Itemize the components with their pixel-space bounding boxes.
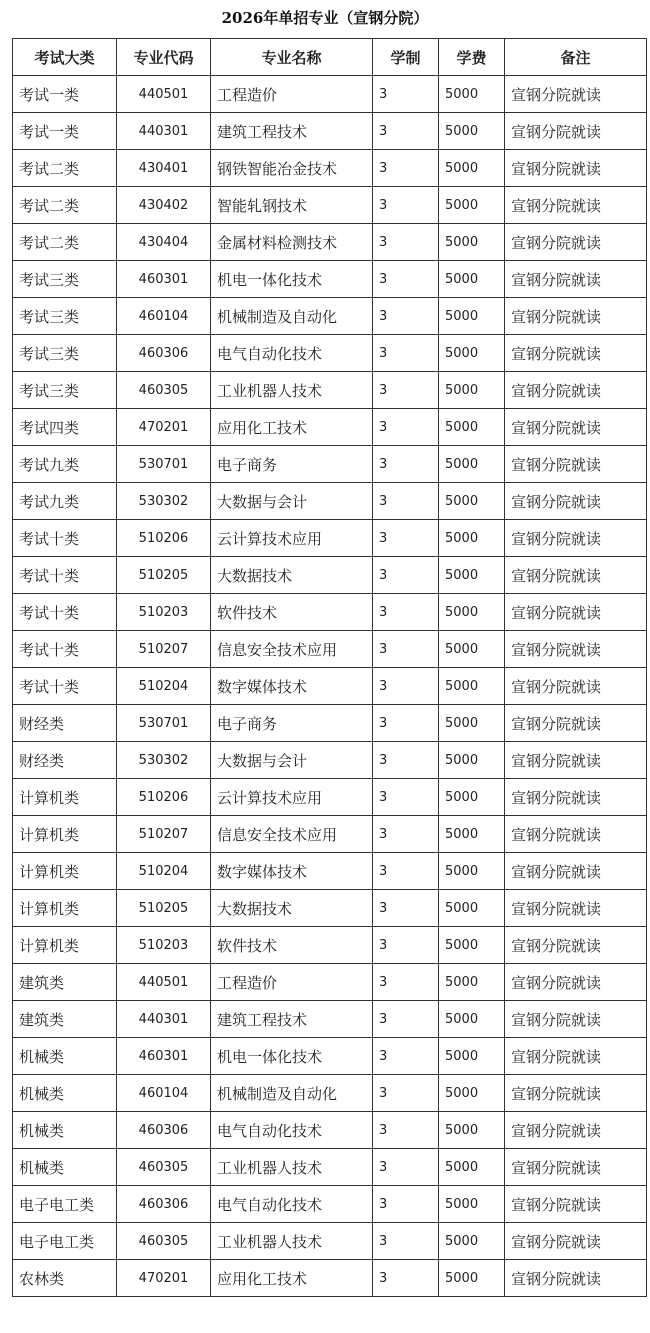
- exam-category-cell: 计算机类: [13, 927, 117, 964]
- major-code-cell: 470201: [117, 409, 211, 446]
- remarks-cell: 宣钢分院就读: [505, 150, 647, 187]
- exam-category-cell: 考试一类: [13, 76, 117, 113]
- major-name-cell: 建筑工程技术: [211, 113, 373, 150]
- major-code-cell: 430402: [117, 187, 211, 224]
- tuition-cell: 5000: [439, 483, 505, 520]
- major-code-cell: 460104: [117, 1075, 211, 1112]
- major-name-cell: 工业机器人技术: [211, 1149, 373, 1186]
- duration-cell: 3: [373, 742, 439, 779]
- major-code-cell: 510205: [117, 557, 211, 594]
- remarks-cell: 宣钢分院就读: [505, 113, 647, 150]
- remarks-cell: 宣钢分院就读: [505, 372, 647, 409]
- duration-cell: 3: [373, 150, 439, 187]
- duration-cell: 3: [373, 594, 439, 631]
- remarks-cell: 宣钢分院就读: [505, 1186, 647, 1223]
- major-code-cell: 460301: [117, 1038, 211, 1075]
- remarks-cell: 宣钢分院就读: [505, 816, 647, 853]
- major-name-cell: 机械制造及自动化: [211, 1075, 373, 1112]
- exam-category-cell: 考试三类: [13, 261, 117, 298]
- major-code-cell: 510206: [117, 520, 211, 557]
- major-code-cell: 460305: [117, 1149, 211, 1186]
- exam-category-cell: 建筑类: [13, 1001, 117, 1038]
- exam-category-cell: 考试十类: [13, 631, 117, 668]
- major-name-cell: 电子商务: [211, 705, 373, 742]
- exam-category-cell: 计算机类: [13, 779, 117, 816]
- major-code-cell: 460306: [117, 1186, 211, 1223]
- major-code-cell: 460306: [117, 335, 211, 372]
- header-tuition: 学费: [439, 39, 505, 76]
- duration-cell: 3: [373, 816, 439, 853]
- tuition-cell: 5000: [439, 927, 505, 964]
- major-name-cell: 应用化工技术: [211, 409, 373, 446]
- tuition-cell: 5000: [439, 964, 505, 1001]
- major-code-cell: 510204: [117, 853, 211, 890]
- table-row: [13, 853, 647, 890]
- major-name-cell: 机电一体化技术: [211, 261, 373, 298]
- major-name-cell: 数字媒体技术: [211, 853, 373, 890]
- table-row: [13, 557, 647, 594]
- table-row: [13, 483, 647, 520]
- table-row: [13, 890, 647, 927]
- major-name-cell: 大数据与会计: [211, 742, 373, 779]
- header-major-name: 专业名称: [211, 39, 373, 76]
- duration-cell: 3: [373, 668, 439, 705]
- duration-cell: 3: [373, 1112, 439, 1149]
- tuition-cell: 5000: [439, 816, 505, 853]
- tuition-cell: 5000: [439, 520, 505, 557]
- major-name-cell: 电气自动化技术: [211, 1112, 373, 1149]
- exam-category-cell: 机械类: [13, 1075, 117, 1112]
- exam-category-cell: 计算机类: [13, 816, 117, 853]
- table-row: [13, 1075, 647, 1112]
- duration-cell: 3: [373, 1001, 439, 1038]
- table-row: [13, 1038, 647, 1075]
- table-row: [13, 742, 647, 779]
- major-name-cell: 机械制造及自动化: [211, 298, 373, 335]
- table-row: [13, 1223, 647, 1260]
- major-code-cell: 530302: [117, 742, 211, 779]
- tuition-cell: 5000: [439, 1186, 505, 1223]
- tuition-cell: 5000: [439, 779, 505, 816]
- exam-category-cell: 考试三类: [13, 372, 117, 409]
- remarks-cell: 宣钢分院就读: [505, 1260, 647, 1297]
- remarks-cell: 宣钢分院就读: [505, 742, 647, 779]
- tuition-cell: 5000: [439, 1075, 505, 1112]
- tuition-cell: 5000: [439, 113, 505, 150]
- header-major-code: 专业代码: [117, 39, 211, 76]
- tuition-cell: 5000: [439, 261, 505, 298]
- tuition-cell: 5000: [439, 298, 505, 335]
- table-row: [13, 1001, 647, 1038]
- major-code-cell: 440501: [117, 964, 211, 1001]
- exam-category-cell: 机械类: [13, 1149, 117, 1186]
- remarks-cell: 宣钢分院就读: [505, 1038, 647, 1075]
- remarks-cell: 宣钢分院就读: [505, 853, 647, 890]
- exam-category-cell: 考试三类: [13, 298, 117, 335]
- duration-cell: 3: [373, 409, 439, 446]
- major-name-cell: 大数据技术: [211, 890, 373, 927]
- duration-cell: 3: [373, 187, 439, 224]
- exam-category-cell: 考试九类: [13, 483, 117, 520]
- major-code-cell: 510203: [117, 594, 211, 631]
- duration-cell: 3: [373, 372, 439, 409]
- major-code-cell: 460305: [117, 372, 211, 409]
- remarks-cell: 宣钢分院就读: [505, 335, 647, 372]
- tuition-cell: 5000: [439, 150, 505, 187]
- table-row: [13, 113, 647, 150]
- exam-category-cell: 机械类: [13, 1112, 117, 1149]
- major-name-cell: 工程造价: [211, 76, 373, 113]
- major-code-cell: 430404: [117, 224, 211, 261]
- major-code-cell: 510207: [117, 631, 211, 668]
- tuition-cell: 5000: [439, 1260, 505, 1297]
- duration-cell: 3: [373, 964, 439, 1001]
- major-name-cell: 电子商务: [211, 446, 373, 483]
- table-row: [13, 631, 647, 668]
- major-name-cell: 智能轧钢技术: [211, 187, 373, 224]
- duration-cell: 3: [373, 483, 439, 520]
- tuition-cell: 5000: [439, 1149, 505, 1186]
- duration-cell: 3: [373, 298, 439, 335]
- major-code-cell: 430401: [117, 150, 211, 187]
- duration-cell: 3: [373, 261, 439, 298]
- remarks-cell: 宣钢分院就读: [505, 76, 647, 113]
- duration-cell: 3: [373, 631, 439, 668]
- duration-cell: 3: [373, 520, 439, 557]
- major-code-cell: 530701: [117, 705, 211, 742]
- tuition-cell: 5000: [439, 446, 505, 483]
- table-row: [13, 150, 647, 187]
- header-exam-category: 考试大类: [13, 39, 117, 76]
- tuition-cell: 5000: [439, 557, 505, 594]
- table-row: [13, 76, 647, 113]
- tuition-cell: 5000: [439, 409, 505, 446]
- tuition-cell: 5000: [439, 1112, 505, 1149]
- table-row: [13, 1260, 647, 1297]
- tuition-cell: 5000: [439, 372, 505, 409]
- exam-category-cell: 考试十类: [13, 668, 117, 705]
- duration-cell: 3: [373, 890, 439, 927]
- tuition-cell: 5000: [439, 853, 505, 890]
- table-row: [13, 409, 647, 446]
- tuition-cell: 5000: [439, 1001, 505, 1038]
- major-code-cell: 510204: [117, 668, 211, 705]
- table-row: [13, 224, 647, 261]
- major-name-cell: 电气自动化技术: [211, 335, 373, 372]
- remarks-cell: 宣钢分院就读: [505, 409, 647, 446]
- table-row: [13, 372, 647, 409]
- duration-cell: 3: [373, 927, 439, 964]
- header-remarks: 备注: [505, 39, 647, 76]
- major-code-cell: 440301: [117, 113, 211, 150]
- remarks-cell: 宣钢分院就读: [505, 446, 647, 483]
- exam-category-cell: 考试二类: [13, 224, 117, 261]
- major-name-cell: 应用化工技术: [211, 1260, 373, 1297]
- exam-category-cell: 电子电工类: [13, 1186, 117, 1223]
- remarks-cell: 宣钢分院就读: [505, 557, 647, 594]
- duration-cell: 3: [373, 335, 439, 372]
- remarks-cell: 宣钢分院就读: [505, 1075, 647, 1112]
- remarks-cell: 宣钢分院就读: [505, 890, 647, 927]
- table-row: [13, 668, 647, 705]
- header-duration: 学制: [373, 39, 439, 76]
- major-name-cell: 信息安全技术应用: [211, 816, 373, 853]
- exam-category-cell: 财经类: [13, 742, 117, 779]
- major-code-cell: 510206: [117, 779, 211, 816]
- major-name-cell: 机电一体化技术: [211, 1038, 373, 1075]
- page-title: 2026年单招专业（宣钢分院）: [221, 9, 429, 27]
- major-name-cell: 软件技术: [211, 927, 373, 964]
- remarks-cell: 宣钢分院就读: [505, 927, 647, 964]
- table-row: [13, 1186, 647, 1223]
- tuition-cell: 5000: [439, 1223, 505, 1260]
- exam-category-cell: 考试三类: [13, 335, 117, 372]
- exam-category-cell: 电子电工类: [13, 1223, 117, 1260]
- tuition-cell: 5000: [439, 1038, 505, 1075]
- tuition-cell: 5000: [439, 742, 505, 779]
- table-row: [13, 335, 647, 372]
- major-code-cell: 530701: [117, 446, 211, 483]
- table-row: [13, 1112, 647, 1149]
- major-name-cell: 金属材料检测技术: [211, 224, 373, 261]
- table-row: [13, 964, 647, 1001]
- major-code-cell: 510205: [117, 890, 211, 927]
- exam-category-cell: 机械类: [13, 1038, 117, 1075]
- duration-cell: 3: [373, 1186, 439, 1223]
- remarks-cell: 宣钢分院就读: [505, 668, 647, 705]
- remarks-cell: 宣钢分院就读: [505, 594, 647, 631]
- duration-cell: 3: [373, 1223, 439, 1260]
- major-name-cell: 工程造价: [211, 964, 373, 1001]
- header-row: [13, 39, 647, 76]
- tuition-cell: 5000: [439, 705, 505, 742]
- duration-cell: 3: [373, 76, 439, 113]
- remarks-cell: 宣钢分院就读: [505, 298, 647, 335]
- duration-cell: 3: [373, 705, 439, 742]
- major-name-cell: 大数据技术: [211, 557, 373, 594]
- remarks-cell: 宣钢分院就读: [505, 1112, 647, 1149]
- major-name-cell: 工业机器人技术: [211, 1223, 373, 1260]
- major-code-cell: 470201: [117, 1260, 211, 1297]
- duration-cell: 3: [373, 853, 439, 890]
- table-row: [13, 520, 647, 557]
- exam-category-cell: 考试二类: [13, 187, 117, 224]
- exam-category-cell: 考试四类: [13, 409, 117, 446]
- tuition-cell: 5000: [439, 890, 505, 927]
- tuition-cell: 5000: [439, 668, 505, 705]
- major-name-cell: 工业机器人技术: [211, 372, 373, 409]
- duration-cell: 3: [373, 446, 439, 483]
- exam-category-cell: 财经类: [13, 705, 117, 742]
- major-name-cell: 云计算技术应用: [211, 779, 373, 816]
- duration-cell: 3: [373, 113, 439, 150]
- remarks-cell: 宣钢分院就读: [505, 520, 647, 557]
- major-code-cell: 530302: [117, 483, 211, 520]
- tuition-cell: 5000: [439, 631, 505, 668]
- table-row: [13, 594, 647, 631]
- exam-category-cell: 考试十类: [13, 557, 117, 594]
- remarks-cell: 宣钢分院就读: [505, 187, 647, 224]
- major-name-cell: 建筑工程技术: [211, 1001, 373, 1038]
- table-row: [13, 187, 647, 224]
- major-name-cell: 大数据与会计: [211, 483, 373, 520]
- major-code-cell: 460104: [117, 298, 211, 335]
- major-name-cell: 钢铁智能冶金技术: [211, 150, 373, 187]
- major-name-cell: 数字媒体技术: [211, 668, 373, 705]
- remarks-cell: 宣钢分院就读: [505, 483, 647, 520]
- tuition-cell: 5000: [439, 76, 505, 113]
- remarks-cell: 宣钢分院就读: [505, 1223, 647, 1260]
- remarks-cell: 宣钢分院就读: [505, 224, 647, 261]
- major-code-cell: 460306: [117, 1112, 211, 1149]
- table-row: [13, 298, 647, 335]
- major-code-cell: 440301: [117, 1001, 211, 1038]
- exam-category-cell: 考试一类: [13, 113, 117, 150]
- duration-cell: 3: [373, 1149, 439, 1186]
- duration-cell: 3: [373, 224, 439, 261]
- duration-cell: 3: [373, 557, 439, 594]
- tuition-cell: 5000: [439, 224, 505, 261]
- remarks-cell: 宣钢分院就读: [505, 779, 647, 816]
- table-row: [13, 705, 647, 742]
- exam-category-cell: 考试十类: [13, 594, 117, 631]
- tuition-cell: 5000: [439, 594, 505, 631]
- major-code-cell: 460305: [117, 1223, 211, 1260]
- major-name-cell: 云计算技术应用: [211, 520, 373, 557]
- major-name-cell: 信息安全技术应用: [211, 631, 373, 668]
- tuition-cell: 5000: [439, 187, 505, 224]
- remarks-cell: 宣钢分院就读: [505, 261, 647, 298]
- table-row: [13, 1149, 647, 1186]
- remarks-cell: 宣钢分院就读: [505, 631, 647, 668]
- exam-category-cell: 计算机类: [13, 853, 117, 890]
- remarks-cell: 宣钢分院就读: [505, 705, 647, 742]
- exam-category-cell: 考试十类: [13, 520, 117, 557]
- major-code-cell: 460301: [117, 261, 211, 298]
- table-row: [13, 779, 647, 816]
- majors-table: [12, 38, 647, 1297]
- duration-cell: 3: [373, 1038, 439, 1075]
- exam-category-cell: 考试九类: [13, 446, 117, 483]
- exam-category-cell: 考试二类: [13, 150, 117, 187]
- table-row: [13, 446, 647, 483]
- remarks-cell: 宣钢分院就读: [505, 1001, 647, 1038]
- duration-cell: 3: [373, 779, 439, 816]
- duration-cell: 3: [373, 1075, 439, 1112]
- remarks-cell: 宣钢分院就读: [505, 964, 647, 1001]
- table-row: [13, 927, 647, 964]
- exam-category-cell: 建筑类: [13, 964, 117, 1001]
- table-row: [13, 261, 647, 298]
- major-name-cell: 电气自动化技术: [211, 1186, 373, 1223]
- exam-category-cell: 计算机类: [13, 890, 117, 927]
- major-code-cell: 510207: [117, 816, 211, 853]
- tuition-cell: 5000: [439, 335, 505, 372]
- remarks-cell: 宣钢分院就读: [505, 1149, 647, 1186]
- major-code-cell: 440501: [117, 76, 211, 113]
- table-row: [13, 816, 647, 853]
- major-code-cell: 510203: [117, 927, 211, 964]
- major-name-cell: 软件技术: [211, 594, 373, 631]
- exam-category-cell: 农林类: [13, 1260, 117, 1297]
- duration-cell: 3: [373, 1260, 439, 1297]
